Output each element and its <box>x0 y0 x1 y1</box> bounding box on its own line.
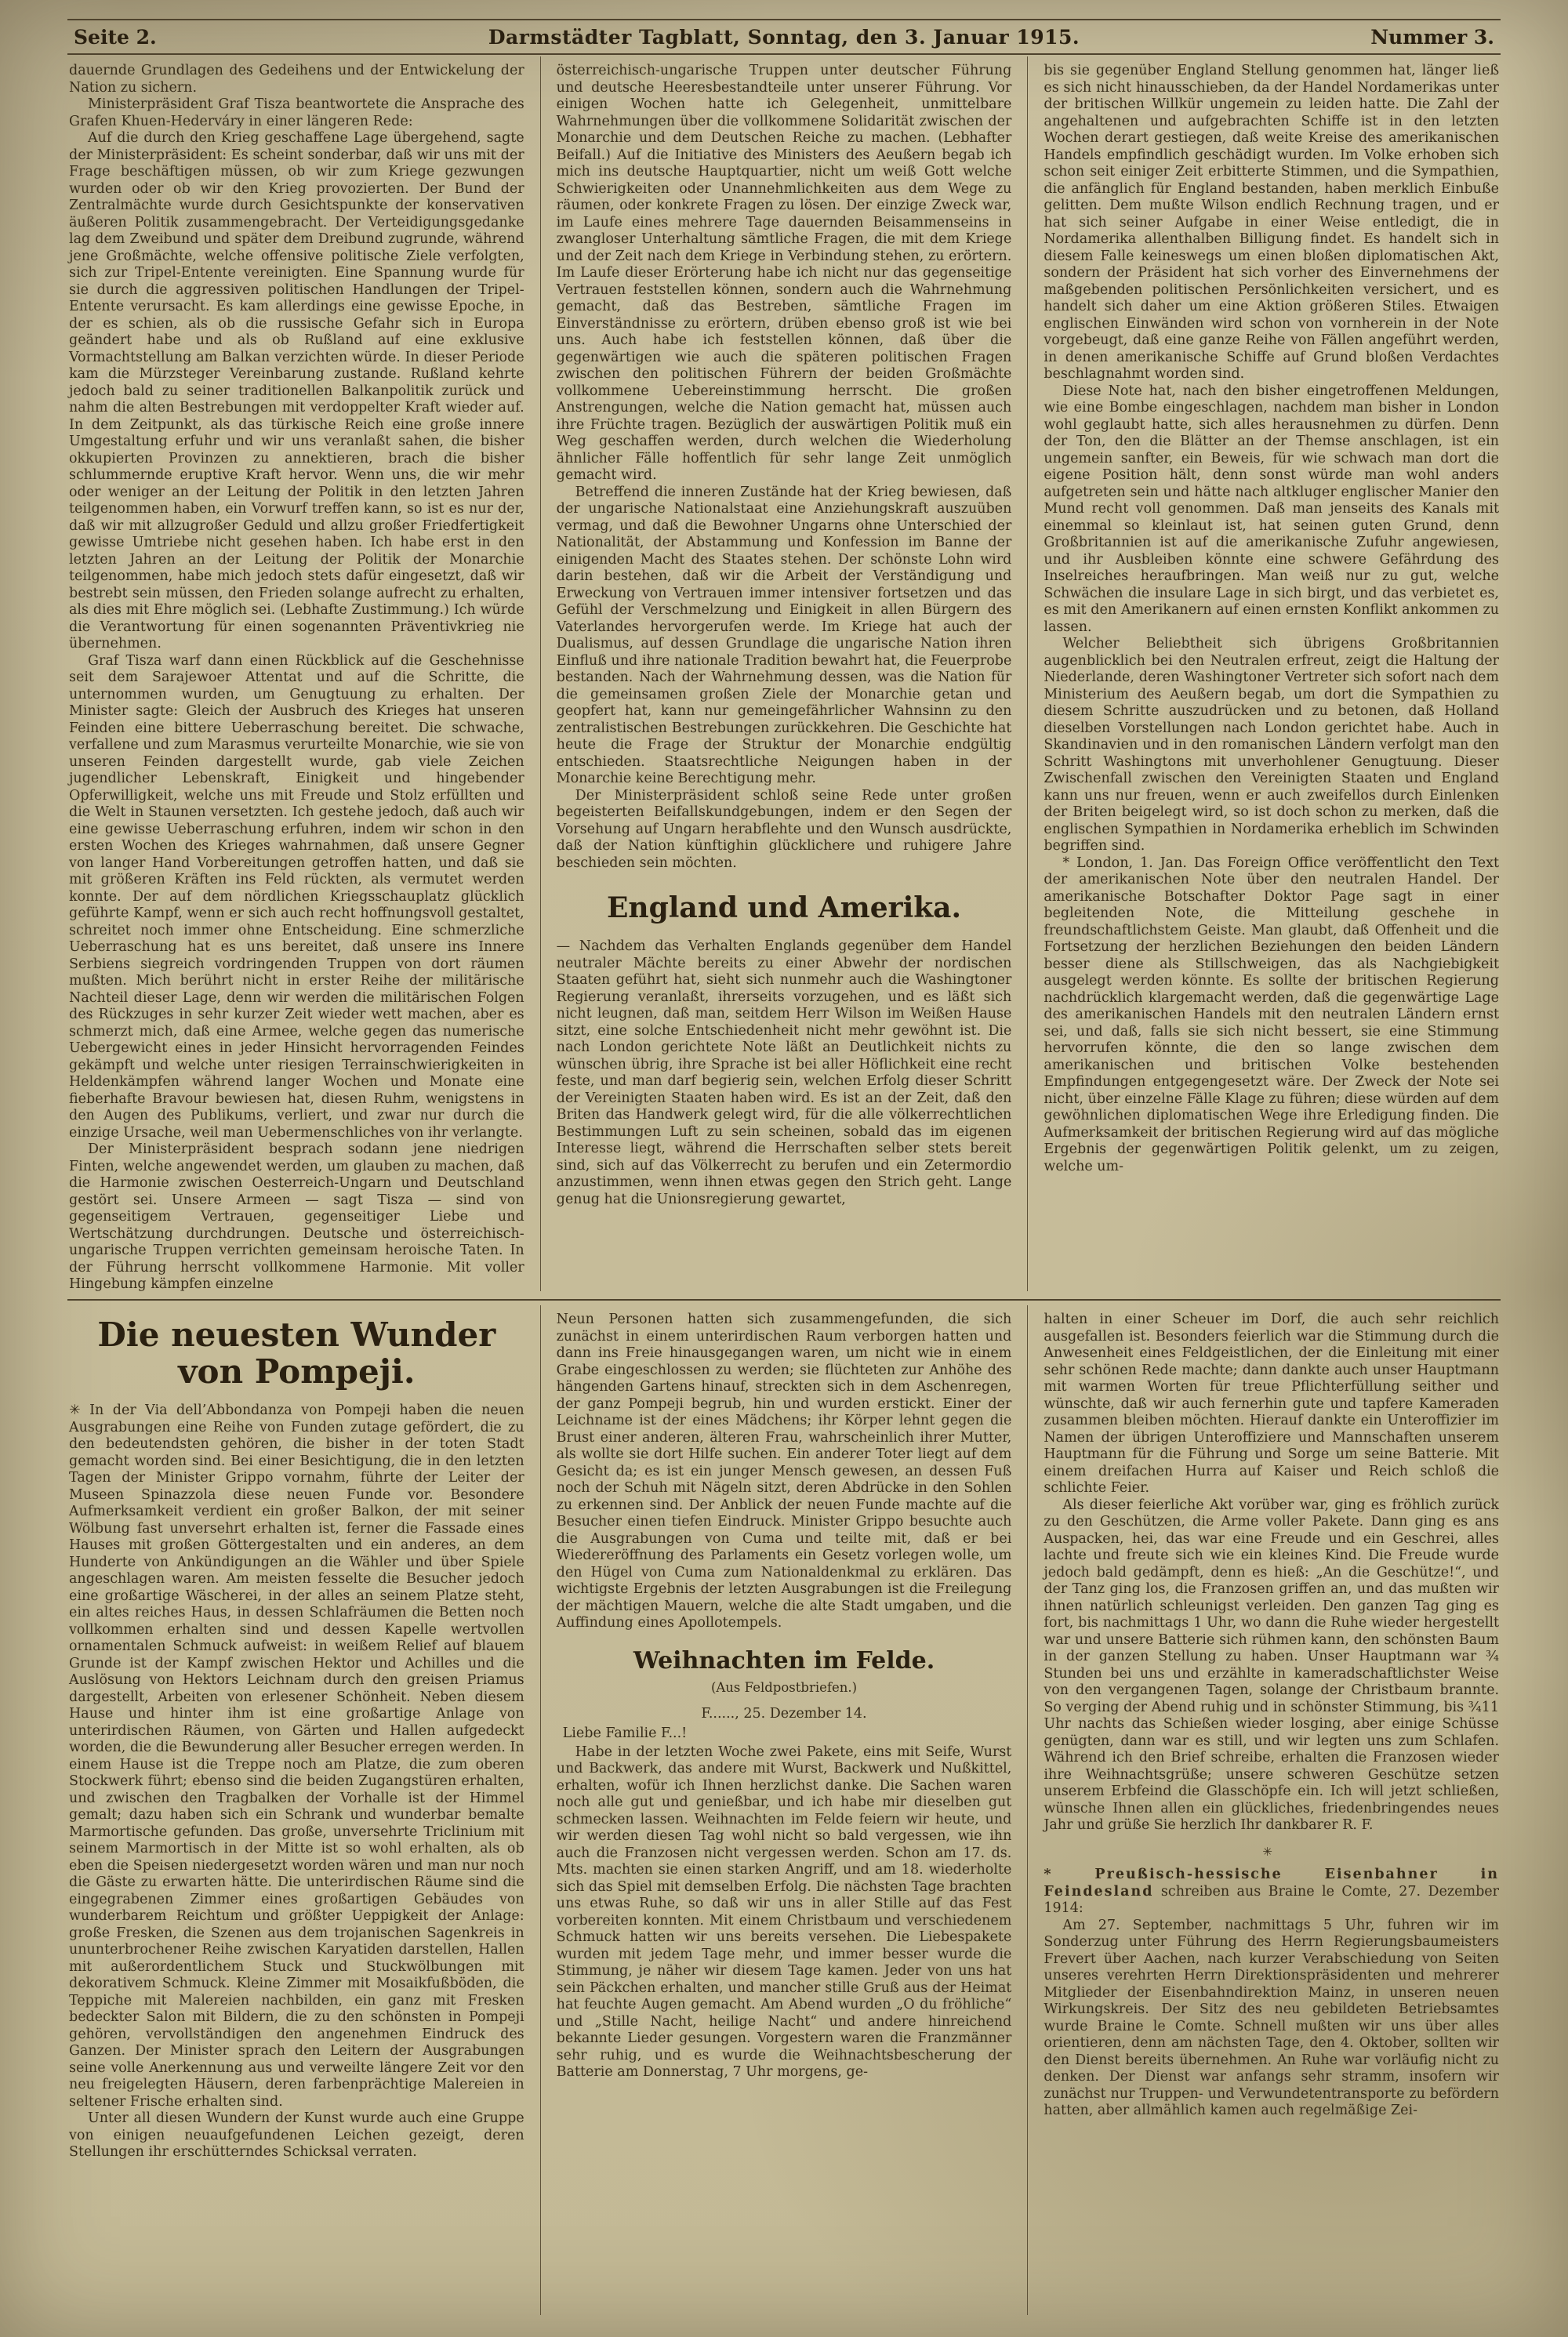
paragraph: Betreffend die inneren Zustände hat der Krieg bewiesen, daß der ungarische Nationalstaat eine Anziehungskraft auszuüben vermag, und daß die Bewohner Ungarns ohne Unterschied der Nationalität, der Abstammung und Konfession im Banne der einigenden Macht des Staates stehen. Der schönste Lohn wird darin bestehen, daß wir die Arbeit der Verständigung und Erweckung von Vertrauen immer intensiver fortsetzen und das Gefühl der Verschmelzung und Einigkeit in allen Bürgern des Vaterlandes hervorgerufen werde. Im Kriege hat auch der Dualismus, auf dessen Grundlage die ungarische Nation ihren Einfluß und ihre nationale Tradition bewahrt hat, die Feuerprobe bestanden. Nach der Wahrnehmung dessen, was die Nation für die gemeinsamen großen Ziele der Monarchie getan und geopfert hat, kann nur gemeingefährlicher Wahnsinn zu den zentralistischen Bestrebungen zurückkehren. Die Geschichte hat heute die Frage der Struktur der Monarchie endgültig entschieden. Staatsrechtliche Neigungen haben in der Monarchie keine Berechtigung mehr. <box>556 484 1012 786</box>
top-column-1 <box>67 56 540 1291</box>
top-column-3 <box>1027 56 1501 1291</box>
top-section <box>67 56 1501 1291</box>
paragraph: Als dieser feierliche Akt vorüber war, ging es fröhlich zurück zu den Geschützen, die Arme voller Pakete. Dann ging es ans Auspacken, hei, das war eine Freude und ein Geschrei, alles lachte und freute sich wie ein kleines Kind. Die Freude wurde jedoch bald gedämpft, denn es hieß: „An die Geschütze!“, und der Tanz ging los, die Franzosen griffen an, und das mußten wir ihnen natürlich schleunigst verleiden. Den ganzen Tag ging es fort, bis nachmittags 1 Uhr, wo dann die Ruhe wieder hergestellt war und unsere Batterie sich rühmen kann, den schönsten Baum in der ganzen Stellung zu haben. Unser Hauptmann war ¾ Stunden bei uns und erzählte in kameradschaftlichster Weise von den vergangenen Tagen, solange der Christbaum brannte. So verging der Abend ruhig und in schönster Stimmung, bis ¾11 Uhr nachts das Schießen wieder losging, aber einige Schüsse genügten, dann war es still, und wir legten uns zum Schlafen. Während ich den Brief schreibe, erhalten die Franzosen wieder ihre Weihnachtsgrüße; unsere schweren Geschütze setzen unserem Erbfeind die Glasschöpfe ein. Ich will jetzt schließen, wünsche Ihnen allen ein glückliches, friedenbringendes neues Jahr und grüße Sie herzlich Ihr dankbarer R. F. <box>1044 1497 1500 1833</box>
bottom-column-1 <box>67 1305 540 2315</box>
paragraph: Neun Personen hatten sich zusammengefunden, die sich zunächst in einem unterirdischen Raum verborgen hatten und dann ins Freie hinausgegangen waren, um nicht wie in einem Grabe eingeschlossen zu werden; sie flüchteten zur Anhöhe des hängenden Gartens hinauf, streckten sich in dem Aschenregen, der ganz Pompeji begrub, hin und wurden erstickt. Einer der Leichname ist der eines Mädchens; ihr Körper lehnt gegen die Brust einer anderen, älteren Frau, wahrscheinlich ihrer Mutter, als wollte sie dort Hilfe suchen. Ein anderer Toter liegt auf dem Gesicht da; es ist ein junger Mensch gewesen, an dessen Fuß noch der Schuh mit Nägeln sitzt, deren Abdrücke in den Sohlen zu erkennen sind. Der Anblick der neuen Funde machte auf die Besucher einen tiefen Eindruck. Minister Grippo besuchte auch die Ausgrabungen von Cuma und teilte mit, daß er bei Wiedereröffnung des Parlaments ein Gesetz vorlegen wolle, um den Hügel von Cuma zum Nationaldenkmal zu erklären. Das wichtigste Ergebnis der letzten Ausgrabungen ist die Freilegung der mächtigen Mauern, welche die alte Stadt umgaben, und die Auffindung eines Apollotempels. <box>556 1312 1012 1631</box>
paragraph: Auf die durch den Krieg geschaffene Lage übergehend, sagte der Ministerpräsident: Es scheint sonderbar, daß wir uns mit der Frage beschäftigen müssen, ob wir zum Kriege gezwungen wurden oder ob wir den Krieg provozierten. Der Bund der Zentralmächte wurde durch Gesichtspunkte der konservativen äußeren Politik zusammengebracht. Der Verteidigungsgedanke lag dem Zweibund und später dem Dreibund zugrunde, während jene Großmächte, welche offensive politische Ziele verfolgten, sich zur Tripel-Entente vereinigten. Eine Spannung wurde für sie durch die aggressiven politischen Handlungen der Tripel-Entente verursacht. Es kam allerdings eine gewisse Epoche, in der es schien, als ob die russische Gefahr sich in Europa geändert habe und als ob Rußland auf eine exklusive Vormachtstellung am Balkan verzichten würde. In dieser Periode kam die Mürzsteger Vereinbarung zustande. Rußland kehrte jedoch bald zu seiner traditionellen Balkanpolitik zurück und nahm die alten Bestrebungen mit verdoppelter Kraft wieder auf. In dem Zeitpunkt, als das türkische Reich eine große innere Umgestaltung erfuhr und wir uns veranlaßt sahen, die bisher okkupierten Provinzen zu annektieren, brach die bisher schlummernde eruptive Kraft hervor. Wenn uns, die wir mehr oder weniger an der Leitung der Politik in den letzten Jahren teilgenommen haben, ein Vorwurf treffen kann, so ist es nur der, daß wir mit allzugroßer Geduld und allzu großer Friedfertigkeit gewisse Umtriebe nicht gesehen haben. Ich habe erst in den letzten Jahren an der Leitung der Politik der Monarchie teilgenommen, habe mich jedoch stets dafür eingesetzt, daß wir bestrebt sein müssen, den Frieden solange aufrecht zu erhalten, als dies mit Ehre möglich sei. (Lebhafte Zustimmung.) Ich würde die Verantwortung für einen sogenannten Präventivkrieg nie übernehmen. <box>69 130 524 651</box>
bottom-column-2 <box>540 1305 1028 2315</box>
paragraph: Habe in der letzten Woche zwei Pakete, eins mit Seife, Wurst und Backwerk, das andere mit Wurst, Backwerk und Nußkittel, erhalten, wofür ich Ihnen herzlichst danke. Die Sachen waren noch alle gut und genießbar, und ich habe mir dieselben gut schmecken lassen. Weihnachten im Felde feiern wir heute, und wir werden diesen Tag wohl nicht so bald vergessen, wie ihn auch die Franzosen nicht vergessen werden. Schon am 17. ds. Mts. machten sie einen starken Angriff, und am 18. wiederholte sich das Spiel mit demselben Erfolg. Die nächsten Tage brachten uns etwas Ruhe, so daß wir uns in aller Stille auf das Fest vorbereiten konnten. Mit einem Christbaum und verschiedenem Schmuck hatten wir uns bereits versehen. Die Liebespakete wurden mit jedem Tage mehr, und immer besser wurde die Stimmung, je näher wir diesem Tage kamen. Jeder von uns hat sein Päckchen erhalten, und mancher stille Gruß aus der Heimat hat feuchte Augen gemacht. Am Abend wurden „O du fröhliche“ und „Stille Nacht, heilige Nacht“ und andere hinreichend bekannte Lieder gesungen. Vorgestern waren die Franzmänner sehr ruhig, und es wurde die Weihnachtsbescherung der Batterie am Donnerstag, 7 Uhr morgens, ge- <box>556 1744 1012 2080</box>
lead-rest-text: schreiben aus Braine le Comte, 27. Dezember 1914: <box>1044 1883 1500 1916</box>
section-separator: ✳ <box>1262 1844 1280 1859</box>
issue-number: Nummer 3. <box>1370 26 1494 49</box>
masthead <box>67 19 1501 55</box>
paragraph: Unter all diesen Wundern der Kunst wurde auch eine Gruppe von einigen neuaufgefundenen Leichen gezeigt, deren Stellungen ihr erschütterndes Schicksal verraten. <box>69 2110 524 2161</box>
letter-salutation: Liebe Familie F...! <box>562 1726 688 1741</box>
section-divider-rule <box>67 1299 1501 1301</box>
paragraph: Am 27. September, nachmittags 5 Uhr, fuhren wir im Sonderzug unter Führung des Herrn Regierungsbaumeisters Frevert über Aachen, nach kurzer Verabschiedung von Seiten unseres verehrten Herrn Direktionspräsidenten und mehrerer Mitglieder der Eisenbahndirektion Mainz, in unseren neuen Wirkungskreis. Der Sitz des neu gebildeten Betriebsamtes wurde Braine le Comte. Schnell mußten wir uns über alles orientieren, denn am nächsten Tage, den 4. Oktober, sollten wir den Dienst bereits übernehmen. An Ruhe war vorläufig nicht zu denken. Der Dienst war anfangs sehr stramm, insofern wir zunächst nur Truppen- und Verwundetentransporte zu befördern hatten, aber allmählich kamen auch regelmäßige Zei- <box>1044 1917 1500 2118</box>
paragraph: Diese Note hat, nach den bisher eingetroffenen Meldungen, wie eine Bombe eingeschlagen, nachdem man bisher in London wohl geglaubt hatte, sich alles herausnehmen zu dürfen. Denn der Ton, den die Blätter an der Themse anschlagen, ist ein ungemein sanfter, ein Beweis, für wie schwach man dort die eigene Position hält, denn sonst würde man wohl anders aufgetreten sein und hätte nach altkluger englischer Manier den Mund recht voll genommen. Daß man jenseits des Kanals mit einemmal so kleinlaut ist, hat seinen guten Grund, denn Großbritannien ist auf die amerikanische Zufuhr angewiesen, und ihr Ausbleiben könnte eine schwere Gefährdung des Inselreiches heraufbringen. Man weiß nur zu gut, welche Schwächen die insulare Lage in sich birgt, und das verbietet es, es mit den Amerikanern auf einen ernsten Konflikt ankommen zu lassen. <box>1044 383 1500 635</box>
bottom-section <box>67 1305 1501 2315</box>
paragraph: österreichisch-ungarische Truppen unter deutscher Führung und deutsche Heeresbestandteile unter unserer Führung. Vor einigen Wochen hatte ich Gelegenheit, unmittelbare Wahrnehmungen über die vollkommene Solidarität zwischen der Monarchie und dem Deutschen Reiche zu machen. (Lebhafter Beifall.) Auf die Initiative des Ministers des Aeußern begab ich mich ins deutsche Hauptquartier, nicht um weiß Gott welche Schwierigkeiten oder Unannehmlichkeiten aus dem Wege zu räumen, oder konkrete Fragen zu lösen. Der einzige Zweck war, im Laufe eines mehrere Tage dauernden Beisammenseins in zwangloser Unterhaltung sämtliche Fragen, die mit dem Kriege und der Zeit nach dem Kriege in Verbindung stehen, zu erörtern. Im Laufe dieser Erörterung habe ich nicht nur das gegenseitige Vertrauen feststellen können, sondern auch die Wahrnehmung gemacht, daß das Bestreben, sämtliche Fragen im Einverständnisse zu erörtern, drüben ebenso groß ist wie bei uns. Auch habe ich feststellen können, daß über die gegenwärtigen wie auch die späteren politischen Fragen zwischen den politischen Führern der beiden Großmächte vollkommene Uebereinstimmung herrscht. Die großen Anstrengungen, welche die Nation gemacht hat, müssen auch ihre Früchte tragen. Bezüglich der auswärtigen Politik muß ein Weg geschaffen werden, durch welchen die Wiederholung ähnlicher Fälle hoffentlich für sehr lange Zeit unmöglich gemacht wird. <box>556 63 1012 483</box>
paragraph: ✳ In der Via dell’Abbondanza von Pompeji haben die neuen Ausgrabungen eine Reihe von Funden zutage gefördert, die zu den bedeutendsten gehören, die bisher in der toten Stadt gemacht worden sind. Bei einer Besichtigung, die in den letzten Tagen der Minister Grippo vornahm, führte der Leiter der Museen Spinazzola diese neuen Funde vor. Besondere Aufmerksamkeit verdient ein großer Balkon, der mit seiner Wölbung fast unversehrt erhalten ist, ferner die Fassade eines Hauses mit großen Göttergestalten und ein anderes, an dem Hunderte von Ankündigungen an die Wähler und über Spiele angeschlagen waren. Am meisten fesselte die Besucher jedoch eine großartige Wäscherei, in der alles an seinem Platze steht, ein altes reiches Haus, in dessen Schlafräumen die Betten noch vollkommen erhalten sind und dessen Kapelle wertvollen ornamentalen Schmuck aufweist: in weißem Relief auf blauem Grunde ist der Kampf zwischen Hektor und Achilles und die Auslösung von Hektors Leichnam durch den greisen Priamus dargestellt, Arbeiten von erlesener Schönheit. Neben diesem Hause und hinter ihm ist eine großartige Anlage von unterirdischen Räumen, von Gärten und Hallen aufgedeckt worden, die die Bewunderung aller Besucher erregen werden. In einem Hause ist die Treppe noch am Platze, die zum oberen Stockwerk führt; ebenso sind die beiden Zugangstüren erhalten, und zwischen den Tragbalken der Vorhalle ist der Himmel gemalt; dazu haben sich ein Schrank und wunderbar bemalte Marmortische gefunden. Das große, unversehrte Triclinium mit seinem Marmortisch in der Mitte ist so wohl erhalten, als ob eben die Speisen niedergesetzt worden wären und man nur noch die Gäste zu erwarten hätte. Die unterirdischen Räume sind die eingegrabenen Zimmer eines großartigen Gebäudes von wunderbarem Reichtum und größter Ueppigkeit der Anlage: große Fresken, die Szenen aus dem trojanischen Sagenkreis in ununterbrochener Reihe zwischen Karyatiden darstellen, Hallen mit außerordentlichem Stuck und Stuckwölbungen mit dekorativem Schmuck. Kleine Zimmer mit Mosaikfußböden, die Teppiche mit Malereien nachbilden, ein ganz mit Fresken bedeckter Salon mit Bildern, die zu den schönsten in Pompeji gehören, vervollständigen den angenehmen Eindruck des Ganzen. Der Minister sprach den Leitern der Ausgrabungen seine volle Anerkennung aus und verweilte längere Zeit vor den neu freigelegten Häusern, deren farbenprächtige Malereien in seltener Frische erhalten sind. <box>69 1403 524 2110</box>
paragraph: Ministerpräsident Graf Tisza beantwortete die Ansprache des Grafen Khuen-Hederváry in einer längeren Rede: <box>69 96 524 129</box>
article-subtitle: (Aus Feldpostbriefen.) <box>710 1680 858 1695</box>
headline-england-und-amerika: England und Amerika. <box>606 891 962 924</box>
lead-spaced-text: * Preußisch-hessische Eisenbahner in Feindesland <box>1044 1867 1500 1900</box>
letter-dateline: F......, 25. Dezember 14. <box>701 1705 867 1722</box>
eisenbahner-lead <box>1044 1867 1499 1918</box>
top-column-2 <box>540 56 1028 1291</box>
page-number: Seite 2. <box>74 26 157 49</box>
paragraph: — Nachdem das Verhalten Englands gegenüber dem Handel neutraler Mächte bereits zu einer Abwehr der nordischen Staaten geführt hat, sieht sich nunmehr auch die Washingtoner Regierung veranlaßt, ihrerseits vorzugehen, und es läßt sich nicht leugnen, daß man, seitdem Herr Wilson im Weißen Hause sitzt, eine solche Entschiedenheit nicht mehr gewöhnt ist. Die nach London gerichtete Note läßt an Deutlichkeit nichts zu wünschen übrig, ihre Sprache ist bei aller Höflichkeit eine recht feste, und man darf begierig sein, welchen Erfolg dieser Schritt der Vereinigten Staaten haben wird. Es ist an der Zeit, daß den Briten das Handwerk gelegt wird, für die alle völkerrechtlichen Bestimmungen Luft zu sein scheinen, sobald das im eigenen Interesse liegt, während die Herrschaften selber stets bereit sind, sich auf das Völkerrecht zu berufen und ein Zetermordio anzustimmen, wenn ihnen etwas gegen den Strich geht. Lange genug hat die Unionsregierung gewartet, <box>556 938 1012 1207</box>
headline-weihnachten-im-felde: Weihnachten im Felde. <box>633 1646 935 1675</box>
page-header <box>67 19 1501 55</box>
paragraph: Der Ministerpräsident besprach sodann jene niedrigen Finten, welche angewendet werden, um glauben zu machen, daß die Harmonie zwischen Oesterreich-Ungarn und Deutschland gestört sei. Unsere Armeen — sagt Tisza — sind von gegenseitigem Vertrauen, gegenseitiger Liebe und Wertschätzung durchdrungen. Deutsche und österreichisch-ungarische Truppen verrichten gemeinsam heroische Taten. In der Führung herrscht vollkommene Harmonie. Mit voller Hingebung kämpfen einzelne <box>69 1141 524 1291</box>
headline-pompeji: Die neuesten Wunder von Pompeji. <box>97 1315 496 1392</box>
paragraph: bis sie gegenüber England Stellung genommen hat, länger ließ es sich nicht hinausschieben, da der Handel Nordamerikas unter der britischen Willkür ungemein zu leiden hatte. Die Zahl der angehaltenen und aufgebrachten Schiffe ist in den letzten Wochen derart gestiegen, daß weite Kreise des amerikanischen Handels empfindlich geschädigt wurden. Im Volke erhoben sich schon seit einiger Zeit erbitterte Stimmen, und die Sympathien, die anfänglich für England bestanden, haben merklich Einbuße gelitten. Dem mußte Wilson endlich Rechnung tragen, und er hat sich seiner Aufgabe in einer Weise entledigt, die in Nordamerika allenthalben Billigung findet. Es handelt sich in diesem Falle keineswegs um einen bloßen diplomatischen Akt, sondern der Präsident hat sich vorher des Einvernehmens der maßgebenden politischen Persönlichkeiten versichert, und es handelt sich daher um eine Aktion größeren Stiles. Etwaigen englischen Einwänden wird schon von vornherein in der Note vorgebeugt, daß eine ganze Reihe von Fällen angeführt werden, in denen amerikanische Schiffe auf Grund bloßen Verdachtes beschlagnahmt worden sind. <box>1044 63 1500 382</box>
paragraph: Der Ministerpräsident schloß seine Rede unter großen begeisterten Beifallskundgebungen, indem er den Segen der Vorsehung auf Ungarn herabflehte und den Wunsch ausdrückte, daß der Nation künftighin glücklichere und ruhigere Jahre beschieden sein möchten. <box>556 787 1012 871</box>
paragraph: halten in einer Scheuer im Dorf, die auch sehr reichlich ausgefallen ist. Besonders feierlich war die Stimmung durch die Anwesenheit eines Feldgeistlichen, der die Einleitung mit einer sehr schönen Rede machte; dann dankte auch unser Hauptmann mit warmen Worten für treue Pflichterfüllung seither und wünschte, daß wir auch fernerhin gute und tapfere Kameraden zusammen bleiben möchten. Hierauf dankte ein Unteroffizier im Namen der übrigen Unteroffiziere und Mannschaften unserem Hauptmann für die Führung und Sorge um seine Batterie. Mit einem dreifachen Hurra auf Kaiser und Reich schloß die schlichte Feier. <box>1044 1312 1500 1496</box>
paragraph: dauernde Grundlagen des Gedeihens und der Entwickelung der Nation zu sichern. <box>69 63 524 96</box>
masthead-title: Darmstädter Tagblatt, Sonntag, den 3. Januar 1915. <box>488 26 1080 49</box>
bottom-column-3 <box>1027 1305 1501 2315</box>
paragraph: Graf Tisza warf dann einen Rückblick auf die Geschehnisse seit dem Sarajewoer Attentat und auf die Schritte, die unternommen wurden, um Genugtuung zu erhalten. Der Minister sagte: Gleich der Ausbruch des Krieges hat unseren Feinden eine bittere Ueberraschung bereitet. Die schwache, verfallene und zum Marasmus verurteilte Monarchie, wie sie von unseren Feinden dargestellt wurde, gab viele Zeichen jugendlicher Lebenskraft, Einigkeit und hingebender Opferwilligkeit, welche uns mit Freude und Stolz erfüllten und die Welt in Staunen versetzten. Ich gestehe jedoch, daß auch wir eine gewisse Ueberraschung erfuhren, indem wir schon in den ersten Wochen des Krieges wahrnahmen, daß unsere Gegner von langer Hand Vorbereitungen getroffen hatten, und daß sie mit größeren Kräften ins Feld rückten, als vermutet werden konnte. Der auf dem nördlichen Kriegsschauplatz glücklich geführte Kampf, wenn er sich auch recht hoffnungsvoll gestaltet, schreitet noch immer ohne Entscheidung. Eine schmerzliche Ueberraschung hat es uns bereitet, daß unsere ins Innere Serbiens siegreich vordringenden Truppen von dort räumen mußten. Mich berührt nicht in erster Reihe der militärische Nachteil dieser Lage, denn wir werden die militärischen Folgen des Rückzuges in sehr kurzer Zeit wieder wett machen, aber es schmerzt mich, daß eine Armee, welche gegen das numerische Uebergewicht eines in jeder Hinsicht hervorragenden Feindes gekämpft und welche unter riesigen Terrainschwierigkeiten in Heldenkämpfen während langer Wochen und Monate eine fieberhafte Bravour bewiesen hat, diesen Ruhm, wenigstens in den Augen des Publikums, verliert, und zwar nur durch die einzige Ursache, weil man Uebermenschliches von ihr verlangte. <box>69 652 524 1141</box>
paragraph: * London, 1. Jan. Das Foreign Office veröffentlicht den Text der amerikanischen Note über den neutralen Handel. Der amerikanische Botschafter Doktor Page sagt in einer begleitenden Note, die Mitteilung geschehe in freundschaftlichstem Geiste. Man glaubt, daß Offenheit und die Fortsetzung der herzlichen Beziehungen den beiden Ländern besser diene als Stillschweigen, das als Nachgiebigkeit ausgelegt werden könnte. Es sollte der britischen Regierung nachdrücklich klargemacht werden, daß die gegenwärtige Lage des amerikanischen Handels mit den neutralen Ländern ernst sei, und daß, falls sie sich nicht bessert, sie eine Stimmung hervorrufen könnte, die den so lange zwischen dem amerikanischen und britischen Volke bestehenden Empfindungen entgegengesetzt wäre. Der Zweck der Note sei nicht, über einzelne Fälle Klage zu führen; diese würden auf dem gewöhnlichen diplomatischen Wege ihre Erledigung finden. Die Aufmerksamkeit der britischen Regierung wird auf das mögliche Ergebnis der gegenwärtigen Politik gelenkt, um zu zeigen, welche um- <box>1044 855 1500 1174</box>
paragraph: Welcher Beliebtheit sich übrigens Großbritannien augenblicklich bei den Neutralen erfreut, zeigt die Haltung der Niederlande, deren Washingtoner Vertreter sich sofort nach dem Ministerium des Aeußern begab, um dort die Sympathien zu diesem Schritte auszudrücken und zu betonen, daß Holland dieselben Vorstellungen nach London gerichtet habe. Auch in Skandinavien und in den romanischen Ländern verfolgt man den Schritt Washingtons mit unverhohlener Genugtuung. Dieser Zwischenfall zwischen den Vereinigten Staaten und England kann uns nur freuen, wenn er auch zweifellos durch Einlenken der Briten beigelegt wird, so ist doch schon zu merken, daß die englischen Sympathien in Nordamerika erheblich im Schwinden begriffen sind. <box>1044 636 1500 854</box>
